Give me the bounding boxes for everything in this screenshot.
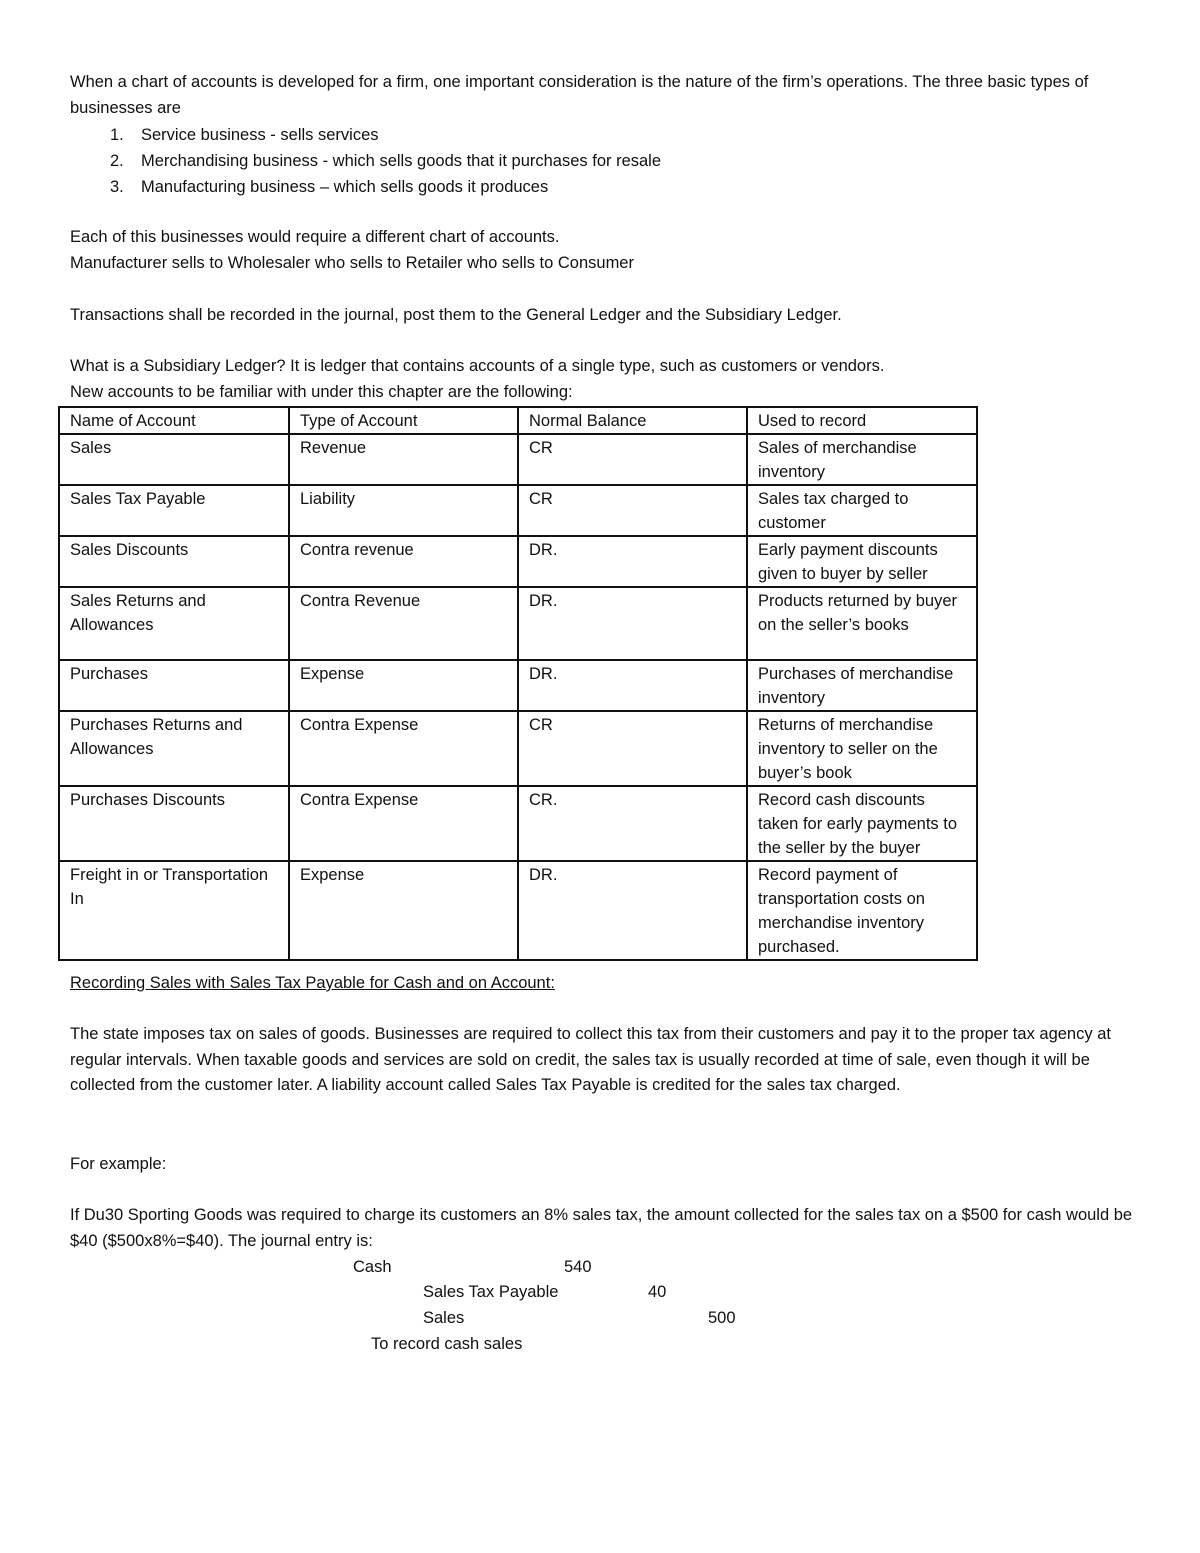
table-cell: Sales Discounts [59,536,289,587]
table-cell: CR [518,711,747,786]
table-cell: Sales tax charged to customer [747,485,977,536]
table-cell: DR. [518,861,747,960]
table-cell: Returns of merchandise inventory to seller on the buyer’s book [747,711,977,786]
table-cell: CR [518,485,747,536]
table-cell: DR. [518,536,747,587]
table-cell: Sales Returns and Allowances [59,587,289,660]
table-cell: Sales [59,434,289,485]
list-item: 2. Merchandising business - which sells goods that it purchases for resale [110,152,662,170]
table-row [59,711,977,786]
table-cell: Liability [289,485,518,536]
supply-chain-paragraph: Manufacturer sells to Wholesaler who sells to Retailer who sells to Consumer [70,254,634,272]
list-item: 3. Manufacturing business – which sells goods it produces [110,178,549,196]
table-cell: Purchases Returns and Allowances [59,711,289,786]
table-cell: Sales Tax Payable [59,485,289,536]
journal-cash-label: Cash [353,1258,392,1276]
table-row [59,660,977,711]
table-cell: Purchases [59,660,289,711]
new-accounts-paragraph: New accounts to be familiar with under this chapter are the following: [70,383,573,401]
journal-tax-amount: 40 [648,1283,667,1301]
intro-paragraph: When a chart of accounts is developed for a firm, one important consideration is the nature of the firm’s operations. The three basic types of businesses are [70,73,1089,117]
journal-cash-amount: 540 [564,1258,592,1276]
journal-memo: To record cash sales [371,1335,523,1353]
table-row [59,587,977,660]
table-cell: Sales of merchandise inventory [747,434,977,485]
journal-tax-label: Sales Tax Payable [423,1283,559,1301]
example-paragraph: If Du30 Sporting Goods was required to charge its customers an 8% sales tax, the amount collected for the sales tax on a $500 for cash would be $40 ($500x8%=$40). The journal entry is: [70,1206,1133,1250]
for-example-label: For example: [70,1155,167,1173]
table-cell: CR [518,434,747,485]
journal-sales-amount: 500 [708,1309,736,1327]
subsidiary-ledger-paragraph: What is a Subsidiary Ledger? It is ledger that contains accounts of a single type, such as customers or vendors. [70,357,885,375]
table-row [59,434,977,485]
each-business-paragraph: Each of this businesses would require a different chart of accounts. [70,228,560,246]
table-cell: Contra revenue [289,536,518,587]
header-used-to-record: Used to record [747,407,977,434]
table-cell: Record payment of transportation costs on merchandise inventory purchased. [747,861,977,960]
business-types-list [110,122,661,200]
table-cell: Revenue [289,434,518,485]
table-cell: Purchases of merchandise inventory [747,660,977,711]
table-cell: Purchases Discounts [59,786,289,861]
table-row [59,485,977,536]
header-normal-balance: Normal Balance [518,407,747,434]
table-row [59,786,977,861]
table-row [59,536,977,587]
table-cell: Expense [289,861,518,960]
table-cell: DR. [518,660,747,711]
table-cell: Products returned by buyer on the seller’s books [747,587,977,660]
accounts-table [58,406,978,961]
list-item: 1. Service business - sells services [110,126,379,144]
table-header-row [59,407,977,434]
table-cell: DR. [518,587,747,660]
table-cell: Record cash discounts taken for early payments to the seller by the buyer [747,786,977,861]
section-heading: Recording Sales with Sales Tax Payable for Cash and on Account: [70,974,555,992]
state-tax-paragraph: The state imposes tax on sales of goods. Businesses are required to collect this tax from their customers and pay it to the proper tax agency at regular intervals. When taxable goods and services are sold on credit, the sales tax is usually recorded at time of sale, even though it will be collected from the customer later. A liability account called Sales Tax Payable is credited for the sales tax charged. [70,1025,1111,1094]
table-cell: Freight in or Transportation In [59,861,289,960]
table-cell: Early payment discounts given to buyer by seller [747,536,977,587]
header-name-of-account: Name of Account [59,407,289,434]
journal-sales-label: Sales [423,1309,465,1327]
table-cell: Contra Revenue [289,587,518,660]
table-cell: Contra Expense [289,786,518,861]
transactions-paragraph: Transactions shall be recorded in the journal, post them to the General Ledger and the Subsidiary Ledger. [70,306,842,324]
table-row [59,861,977,960]
table-cell: Contra Expense [289,711,518,786]
table-cell: CR. [518,786,747,861]
table-cell: Expense [289,660,518,711]
header-type-of-account: Type of Account [289,407,518,434]
